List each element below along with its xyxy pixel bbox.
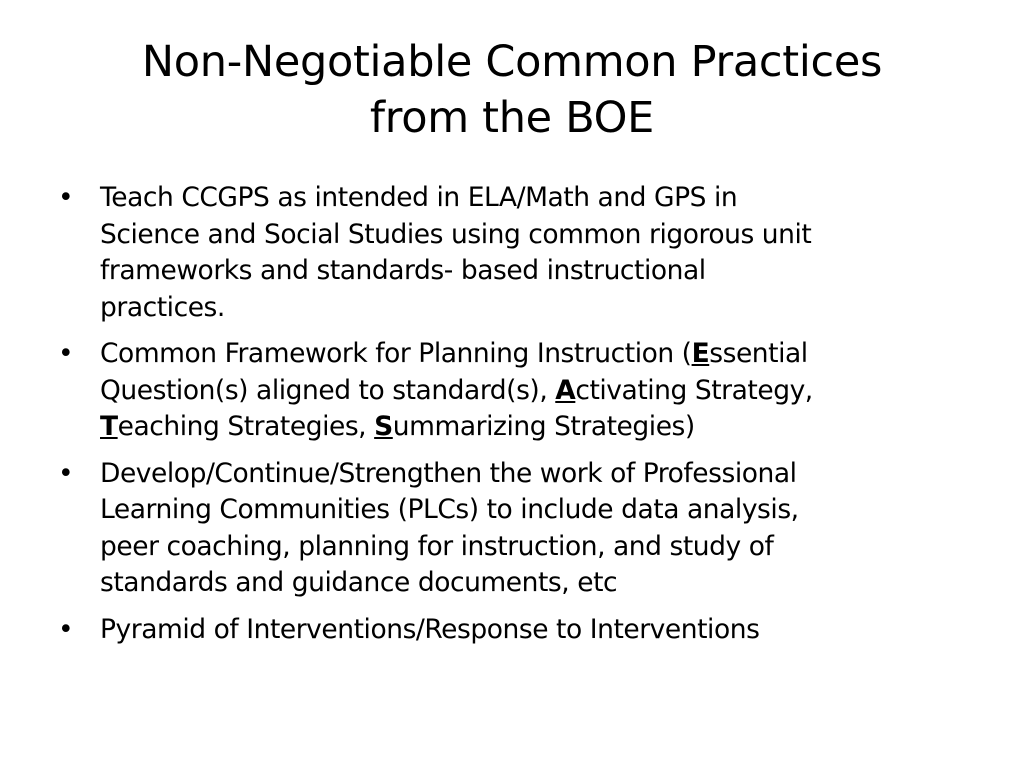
bullet-item-pyramid	[56, 612, 976, 649]
bullet-line: • Teach CCGPS as intended in ELA/Math and GPS in	[100, 182, 738, 213]
bullet-line: frameworks and standards- based instructional	[100, 255, 706, 286]
bullet-line: standards and guidance documents, etc	[100, 567, 618, 598]
bullet-line	[100, 336, 976, 373]
bullet-text: Common Framework for Planning Instruction (	[100, 338, 692, 369]
slide-title-line-1: Non-Negotiable Common Practices	[141, 37, 883, 87]
bullet-list	[56, 180, 976, 658]
bullet-text: ummarizing Strategies)	[392, 411, 695, 442]
bullet-text: ssential	[709, 338, 808, 369]
initial-e: E	[691, 338, 710, 369]
bullet-item-plcs	[56, 456, 976, 602]
bullet-line	[100, 373, 976, 410]
bullet-line: Science and Social Studies using common rigorous unit	[100, 218, 812, 250]
bullet-item-teach-ccgps	[56, 180, 976, 326]
initial-s: S	[374, 411, 393, 442]
bullet-text: eaching Strategies,	[117, 411, 375, 442]
slide-title	[60, 34, 964, 146]
bullet-line: • Pyramid of Interventions/Response to Interventions	[100, 613, 760, 645]
bullet-line: • Develop/Continue/Strengthen the work of Professional	[100, 457, 797, 489]
bullet-line: practices.	[100, 291, 225, 323]
initial-t: T	[100, 411, 118, 442]
bullet-line	[100, 409, 976, 446]
bullet-text: ctivating Strategy,	[575, 374, 813, 406]
bullet-item-common-framework	[56, 336, 976, 446]
slide-title-line-2: from the BOE	[369, 93, 655, 143]
bullet-line: peer coaching, planning for instruction, and study of	[100, 530, 774, 562]
bullet-line: Learning Communities (PLCs) to include data analysis,	[100, 494, 799, 525]
bullet-text: Question(s) aligned to standard(s),	[100, 374, 556, 406]
initial-a: A	[555, 374, 576, 406]
